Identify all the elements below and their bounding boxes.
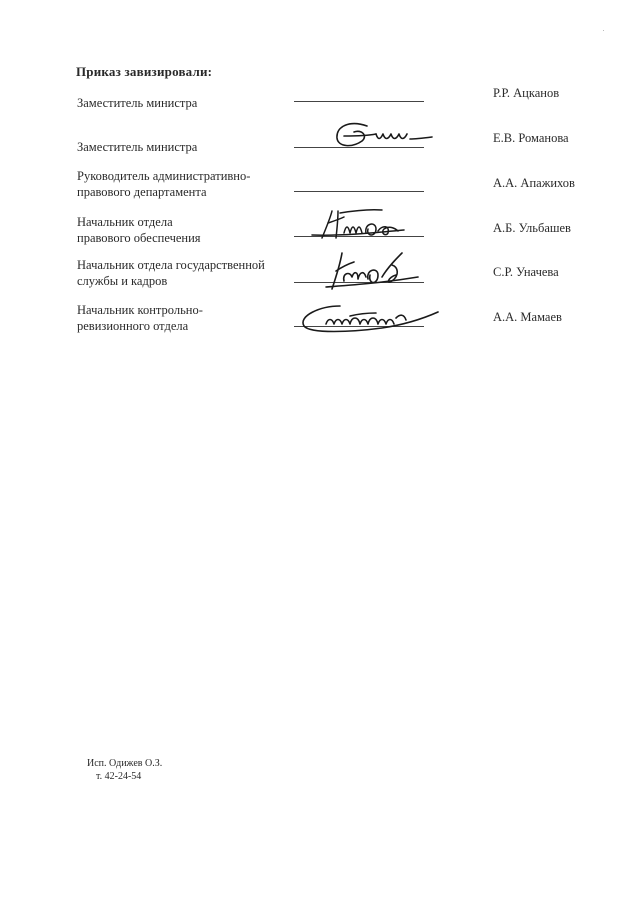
- handwritten-signature: [292, 203, 442, 248]
- executor-name: Исп. Одижев О.З.: [87, 758, 163, 769]
- approver-name: А.А. Мамаев: [493, 310, 562, 324]
- approver-name: Е.В. Романова: [493, 131, 569, 145]
- executor-phone: т. 42-24-54: [96, 771, 142, 782]
- approver-name: С.Р. Уначева: [493, 265, 559, 279]
- handwritten-signature: [292, 247, 442, 297]
- handwritten-signature: [292, 294, 442, 339]
- approver-role: Начальник отдела правового обеспечения: [77, 215, 201, 245]
- signature-line: [294, 191, 424, 192]
- scan-speck: [603, 30, 604, 31]
- signature-line: [294, 101, 424, 102]
- approver-name: А.Б. Ульбашев: [493, 221, 571, 235]
- executor-info: [87, 757, 162, 783]
- approver-role: Заместитель министра: [77, 96, 198, 110]
- approvals-heading: Приказ завизировали:: [76, 64, 213, 79]
- approver-role: Начальник отдела государственной службы и кадров: [77, 258, 265, 288]
- approver-role: Руководитель административно- правового департамента: [77, 169, 251, 199]
- approver-name: Р.Р. Ацканов: [493, 86, 560, 100]
- handwritten-signature: [292, 112, 442, 157]
- approver-role: Начальник контрольно- ревизионного отдела: [77, 303, 203, 333]
- approver-role: Заместитель министра: [77, 140, 198, 154]
- approver-name: А.А. Апажихов: [493, 176, 575, 190]
